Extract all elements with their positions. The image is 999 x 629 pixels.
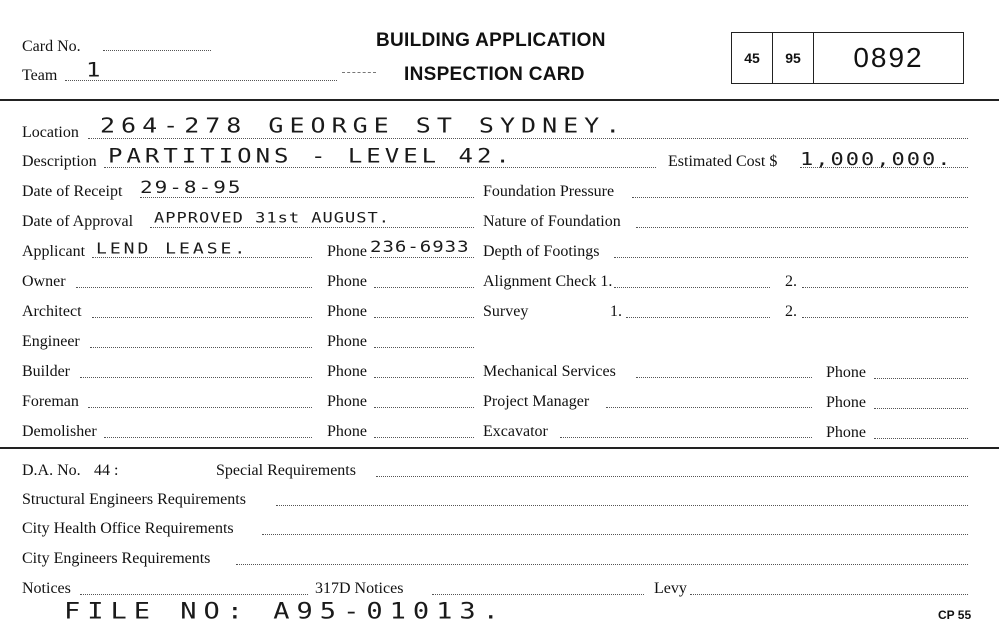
foreman-label: Foreman [22,393,79,410]
levy-label: Levy [654,580,687,597]
city-health-label: City Health Office Requirements [22,520,234,537]
depth-footings-label: Depth of Footings [483,243,600,260]
nature-foundation-label: Nature of Foundation [483,213,621,230]
reference-number-box [731,32,964,84]
location-label: Location [22,124,79,141]
special-requirements-field[interactable] [376,476,968,477]
levy-field[interactable] [690,594,968,595]
survey-2-field[interactable] [802,317,968,318]
project-manager-field[interactable] [606,407,812,408]
card-no-field[interactable] [103,50,211,51]
engineer-label: Engineer [22,333,80,350]
reference-box-b: 95 [773,33,814,83]
notices-field[interactable] [80,594,308,595]
stray-mark [342,72,376,76]
owner-phone-label: Phone [327,273,367,290]
city-health-field[interactable] [262,534,968,535]
date-approval-value: APPROVED 31st AUGUST. [154,209,390,227]
owner-label: Owner [22,273,66,290]
project-manager-phone-field[interactable] [874,408,968,409]
location-field[interactable] [88,138,968,139]
reference-box-number: 0892 [853,42,924,73]
notices-317d-field[interactable] [432,594,644,595]
team-label: Team [22,67,58,84]
alignment-check-1-field[interactable] [614,287,770,288]
survey-1-field[interactable] [626,317,770,318]
header-divider [0,99,999,101]
description-label: Description [22,153,97,170]
da-no-label: D.A. No. [22,462,81,479]
excavator-phone-field[interactable] [874,438,968,439]
survey-2-label: 2. [785,303,797,320]
card-no-label: Card No. [22,38,81,55]
engineer-phone-field[interactable] [374,347,474,348]
survey-1-label: 1. [610,303,622,320]
date-receipt-field[interactable] [140,197,474,198]
mechanical-phone-field[interactable] [874,378,968,379]
structural-field[interactable] [276,505,968,506]
city-engineers-label: City Engineers Requirements [22,550,211,567]
demolisher-field[interactable] [104,437,312,438]
file-number-value: FILE NO: A95-01013. [64,599,506,625]
excavator-field[interactable] [560,437,812,438]
da-no-value: 44 : [94,462,119,479]
foreman-field[interactable] [88,407,312,408]
owner-phone-field[interactable] [374,287,474,288]
project-manager-label: Project Manager [483,393,590,410]
city-engineers-field[interactable] [236,564,968,565]
date-receipt-label: Date of Receipt [22,183,123,200]
demolisher-label: Demolisher [22,423,97,440]
foreman-phone-field[interactable] [374,407,474,408]
alignment-check-2-field[interactable] [802,287,968,288]
team-value: 1 [86,58,104,82]
owner-field[interactable] [76,287,312,288]
notices-label: Notices [22,580,71,597]
foreman-phone-label: Phone [327,393,367,410]
applicant-phone-field[interactable] [370,257,474,258]
estimated-cost-value: 1,000,000. [800,149,953,170]
architect-phone-label: Phone [327,303,367,320]
demolisher-phone-field[interactable] [374,437,474,438]
alignment-check-2-label: 2. [785,273,797,290]
location-value: 264-278 GEORGE ST SYDNEY. [100,113,627,138]
applicant-label: Applicant [22,243,86,260]
special-requirements-label: Special Requirements [216,462,356,479]
excavator-phone-label: Phone [826,424,866,441]
date-receipt-value: 29-8-95 [140,177,243,197]
structural-label: Structural Engineers Requirements [22,491,246,508]
depth-footings-field[interactable] [614,257,968,258]
mechanical-phone-label: Phone [826,364,866,381]
architect-label: Architect [22,303,82,320]
engineer-field[interactable] [90,347,312,348]
demolisher-phone-label: Phone [327,423,367,440]
date-approval-label: Date of Approval [22,213,134,230]
foundation-pressure-field[interactable] [632,197,968,198]
builder-phone-label: Phone [327,363,367,380]
description-value: PARTITIONS - LEVEL 42. [108,144,514,168]
excavator-label: Excavator [483,423,548,440]
survey-label: Survey [483,303,529,320]
alignment-check-label: Alignment Check 1. [483,273,613,290]
notices-317d-label: 317D Notices [315,580,404,597]
team-field[interactable] [65,80,337,81]
applicant-phone-label: Phone [327,243,367,260]
section-divider [0,447,999,449]
estimated-cost-label: Estimated Cost $ [668,153,778,170]
mechanical-services-label: Mechanical Services [483,363,616,380]
architect-field[interactable] [92,317,312,318]
foundation-pressure-label: Foundation Pressure [483,183,615,200]
applicant-value: LEND LEASE. [96,240,249,258]
applicant-phone-value: 236-6933 [370,238,470,257]
form-code: CP 55 [938,608,972,622]
mechanical-services-field[interactable] [636,377,812,378]
nature-foundation-field[interactable] [636,227,968,228]
title-line-1: BUILDING APPLICATION [376,30,606,51]
title-line-2: INSPECTION CARD [404,64,585,85]
builder-phone-field[interactable] [374,377,474,378]
builder-label: Builder [22,363,70,380]
project-manager-phone-label: Phone [826,394,866,411]
reference-box-a: 45 [732,33,773,83]
builder-field[interactable] [80,377,312,378]
engineer-phone-label: Phone [327,333,367,350]
architect-phone-field[interactable] [374,317,474,318]
